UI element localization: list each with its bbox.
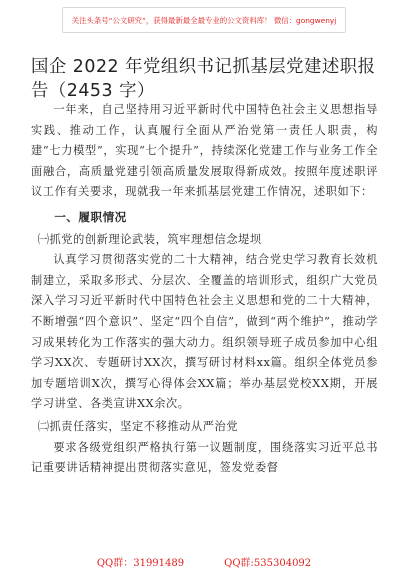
subsection-heading: ㈠抓党的创新理论武装，筑牢理想信念堤坝 (37, 232, 262, 246)
qq-group-1: QQ群：31991489 (96, 558, 185, 569)
footer-contacts (0, 554, 408, 569)
body-paragraph: 要求各级党组织严格执行第一议题制度，围绕落实习近平总书记重要讲话精神提出贯彻落实意见，签发党委督 (31, 440, 378, 475)
section-heading: 一、履职情况 (54, 209, 127, 224)
subsection-heading: ㈡抓责任落实，坚定不移推动从严治党 (37, 419, 239, 433)
promo-banner-text: 关注头条号“公文研究”，获得最新最全最专业的公文资料库！ 微信：gongwenyj (71, 15, 337, 25)
body-paragraph: 认真学习贯彻落实党的二十大精神，结合党史学习教育长效机制建立，采取多形式、分层次、全覆盖的培训形式，组织广大党员深入学习习近平新时代中国特色社会主义思想和党的二十大精神，不断增强“四个意识”、坚定“四个自信”，做到“两个维护”，推动学习成果转化为工作落实的强大动力。组织领导班子成员参加中心组学习XX次、专题研讨XX次，撰写研讨材料xx篇。组织全体党员参加专题培训X次，撰写心得体会XX篇；举办基层党校XX期，开展学习讲堂、各类宣讲XX余次。 (31, 253, 378, 411)
page-title: 国企 2022 年党组织书记抓基层党建述职报告（2453 字） (31, 57, 376, 101)
promo-banner (62, 7, 346, 33)
intro-paragraph: 一年来，自己坚持用习近平新时代中国特色社会主义思想指导实践、推动工作，认真履行全面从严治党第一责任人职责，构建“七力模型”，实现“七个提升”，持续深化党建工作与业务工作全面融合，高质量党建引领高质量发展取得新成效。按照年度述职评议工作有关要求，现就我一年来抓基层党建工作情况，述职如下： (31, 103, 378, 199)
qq-group-2: QQ群:535304092 (224, 558, 312, 569)
document-body (31, 100, 378, 479)
